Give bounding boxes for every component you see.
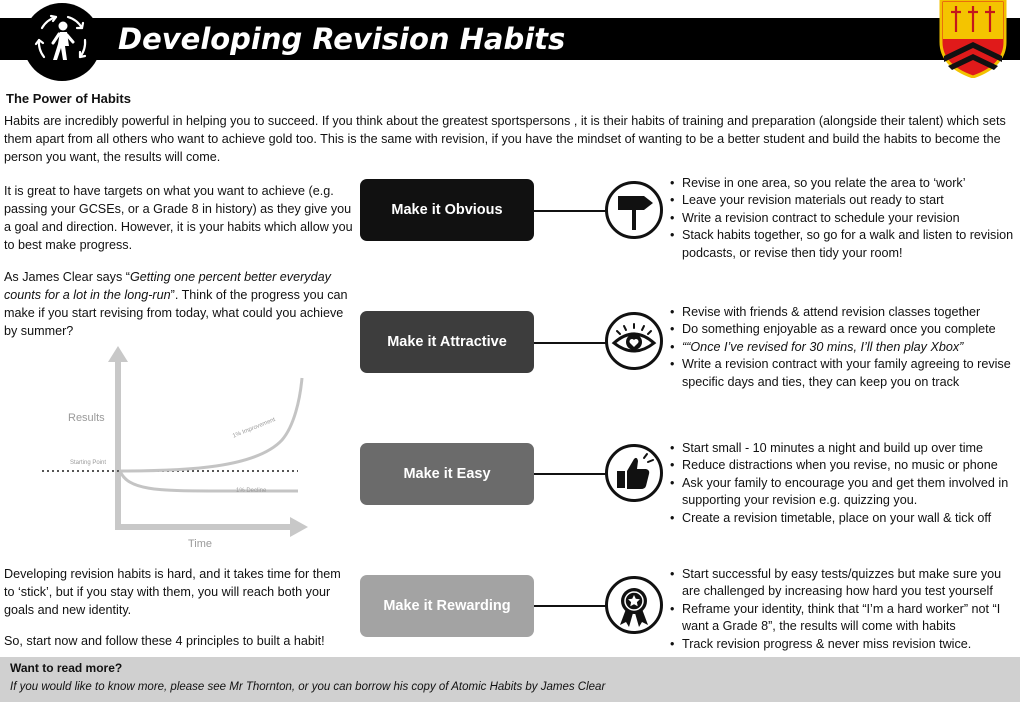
principle-label: Make it Obvious xyxy=(391,202,503,218)
footer-text: If you would like to know more, please see Mr Thornton, or you can borrow his copy of Atomic Habits by James Clear xyxy=(10,681,606,693)
improvement-label: 1% Improvement xyxy=(232,417,277,440)
quote-close: ”. Think of the progress you can make if you start revising from today, what could you achieve by summer? xyxy=(4,288,348,338)
targets-paragraph: It is great to have targets on what you want to achieve (e.g. passing your GCSEs, or a Grade 8 in history) as they give you a goal and direction. However, it is your habits which allow you to best make progress. xyxy=(4,184,353,252)
easy-bullet-list xyxy=(670,440,1018,527)
habit-growth-graph xyxy=(36,340,336,560)
list-item: • Revise in one area, so you relate the area to ‘work’ xyxy=(670,175,1018,192)
award-ribbon-icon xyxy=(604,575,664,635)
list-item: • Write a revision contract with your family agreeing to revise specific days and ties, they can keep you on track xyxy=(670,356,1018,391)
james-clear-quote: Getting one percent better everyday counts for a lot in the long-run xyxy=(4,270,331,302)
time-axis-label: Time xyxy=(188,538,213,550)
list-item: • Stack habits together, so go for a walk and listen to revision podcasts, or revise then tidy your room! xyxy=(670,227,1018,262)
intro-paragraph: Habits are incredibly powerful in helping you to succeed. If you think about the greatest sportspersons , it is their habits of training and preparation (alongside their talent) which sets them apart from all others who want to achieve gold too. This is the same with revision, if you have the mindset of wanting to be a better student and build the habits to become the person you want, the results will come. xyxy=(4,114,1006,164)
list-item: • Leave your revision materials out ready to start xyxy=(670,192,1018,209)
list-item: • ““Once I’ve revised for 30 mins, I’ll then play Xbox” xyxy=(670,339,1018,356)
thumbs-up-icon xyxy=(604,443,664,503)
list-item: • Ask your family to encourage you and get them involved in supporting your revision e.g. quizzing you. xyxy=(670,475,1018,510)
principle-label: Make it Attractive xyxy=(387,334,507,350)
list-item: • Start small - 10 minutes a night and build up over time xyxy=(670,440,1018,457)
connector-line xyxy=(534,473,608,475)
school-crest-icon xyxy=(938,0,1008,78)
decline-label: 1% Decline xyxy=(236,488,267,494)
attractive-bullet-list xyxy=(670,304,1018,391)
page-title: Developing Revision Habits xyxy=(118,22,566,56)
starting-point-label: Starting Point xyxy=(70,460,107,466)
principle-box-attractive xyxy=(360,311,534,373)
list-item: • Start successful by easy tests/quizzes but make sure you are challenged by increasing how hard you test yourself xyxy=(670,566,1018,601)
connector-line xyxy=(534,210,608,212)
section-heading: The Power of Habits xyxy=(6,91,131,106)
principle-box-easy xyxy=(360,443,534,505)
connector-line xyxy=(534,342,608,344)
developing-habits-paragraph: Developing revision habits is hard, and it takes time for them to ‘stick’, but if you stay with them, you will reach both your goals and new identity. xyxy=(4,567,341,617)
connector-line xyxy=(534,605,608,607)
list-item: • Reframe your identity, think that “I’m a hard worker” not “I want a Grade 8”, the results will come with habits xyxy=(670,601,1018,636)
obvious-bullet-list xyxy=(670,175,1018,262)
start-now-paragraph: So, start now and follow these 4 principles to built a habit! xyxy=(4,634,325,648)
results-axis-label: Results xyxy=(68,412,105,424)
signpost-icon xyxy=(604,180,664,240)
footer-bar xyxy=(0,657,1020,702)
list-item: • Track revision progress & never miss revision twice. xyxy=(670,636,1018,653)
principle-box-rewarding xyxy=(360,575,534,637)
rewarding-bullet-list xyxy=(670,566,1018,653)
list-item: • Write a revision contract to schedule your revision xyxy=(670,210,1018,227)
walking-person-logo-icon xyxy=(22,2,102,82)
principle-box-obvious xyxy=(360,179,534,241)
list-item: • Revise with friends & attend revision classes together xyxy=(670,304,1018,321)
list-item: • Reduce distractions when you revise, no music or phone xyxy=(670,457,1018,474)
james-clear-paragraph xyxy=(4,268,354,340)
principle-label: Make it Rewarding xyxy=(383,598,511,614)
list-item: • Create a revision timetable, place on your wall & tick off xyxy=(670,510,1018,527)
list-item: • Do something enjoyable as a reward once you complete xyxy=(670,321,1018,338)
principle-label: Make it Easy xyxy=(403,466,491,482)
quote-open: As James Clear says “ xyxy=(4,270,130,284)
footer-title: Want to read more? xyxy=(10,661,123,675)
eye-heart-icon xyxy=(604,311,664,371)
